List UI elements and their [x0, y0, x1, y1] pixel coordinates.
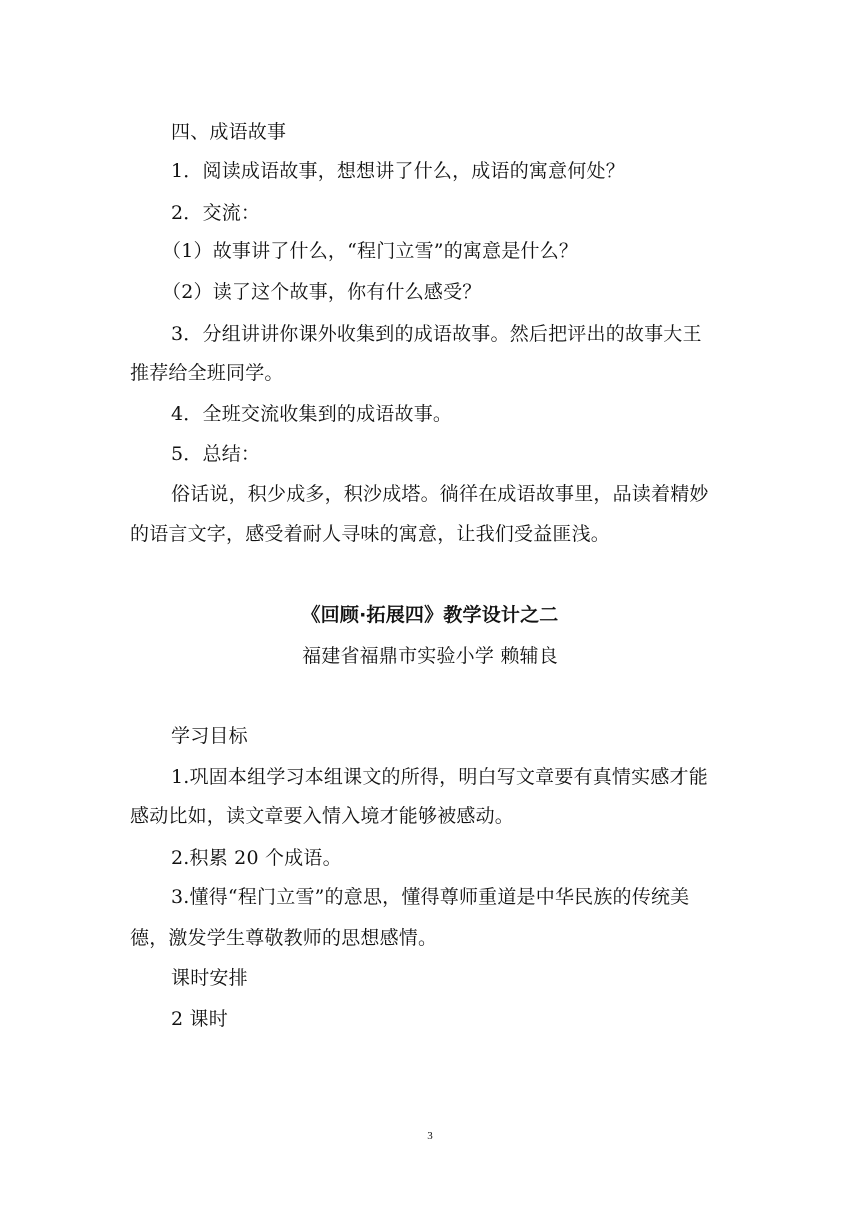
sub-item-1: （1）故事讲了什么，“程门立雪”的寓意是什么？: [162, 240, 579, 262]
section-heading: 四、成语故事: [171, 121, 287, 143]
objective-3-line-1: 3.懂得“程门立雪”的意思，懂得尊师重道是中华民族的传统美: [171, 886, 690, 908]
objective-3-line-2: 德，激发学生尊敬教师的思想感情。: [130, 927, 438, 949]
list-item-5: 5．总结：: [171, 443, 261, 465]
summary-line-2: 的语言文字，感受着耐人寻味的寓意，让我们受益匪浅。: [130, 523, 611, 545]
objective-1-line-1: 1.巩固本组学习本组课文的所得，明白写文章要有真情实感才能: [171, 766, 708, 788]
summary-line-1: 俗话说，积少成多，积沙成塔。徜徉在成语故事里，品读着精妙: [171, 483, 709, 505]
sub-item-2: （2）读了这个故事，你有什么感受？: [162, 281, 482, 303]
list-item-2: 2．交流：: [171, 202, 261, 224]
schedule-value: 2 课时: [171, 1008, 228, 1030]
schedule-heading: 课时安排: [171, 967, 248, 989]
author-line: 福建省福鼎市实验小学 赖辅良: [302, 645, 558, 667]
list-item-4: 4．全班交流收集到的成语故事。: [171, 403, 453, 425]
list-item-3-line-2: 推荐给全班同学。: [130, 362, 284, 384]
list-item-3-line-1: 3．分组讲讲你课外收集到的成语故事。然后把评出的故事大王: [171, 323, 702, 345]
objective-2: 2.积累 20 个成语。: [171, 847, 342, 869]
list-item-1: 1．阅读成语故事，想想讲了什么，成语的寓意何处？: [171, 160, 625, 182]
design-title: 《回顾·拓展四》教学设计之二: [301, 604, 559, 626]
objective-1-line-2: 感动比如，读文章要入情入境才能够被感动。: [130, 805, 515, 827]
page-number: 3: [427, 1130, 433, 1142]
objectives-heading: 学习目标: [171, 725, 248, 747]
